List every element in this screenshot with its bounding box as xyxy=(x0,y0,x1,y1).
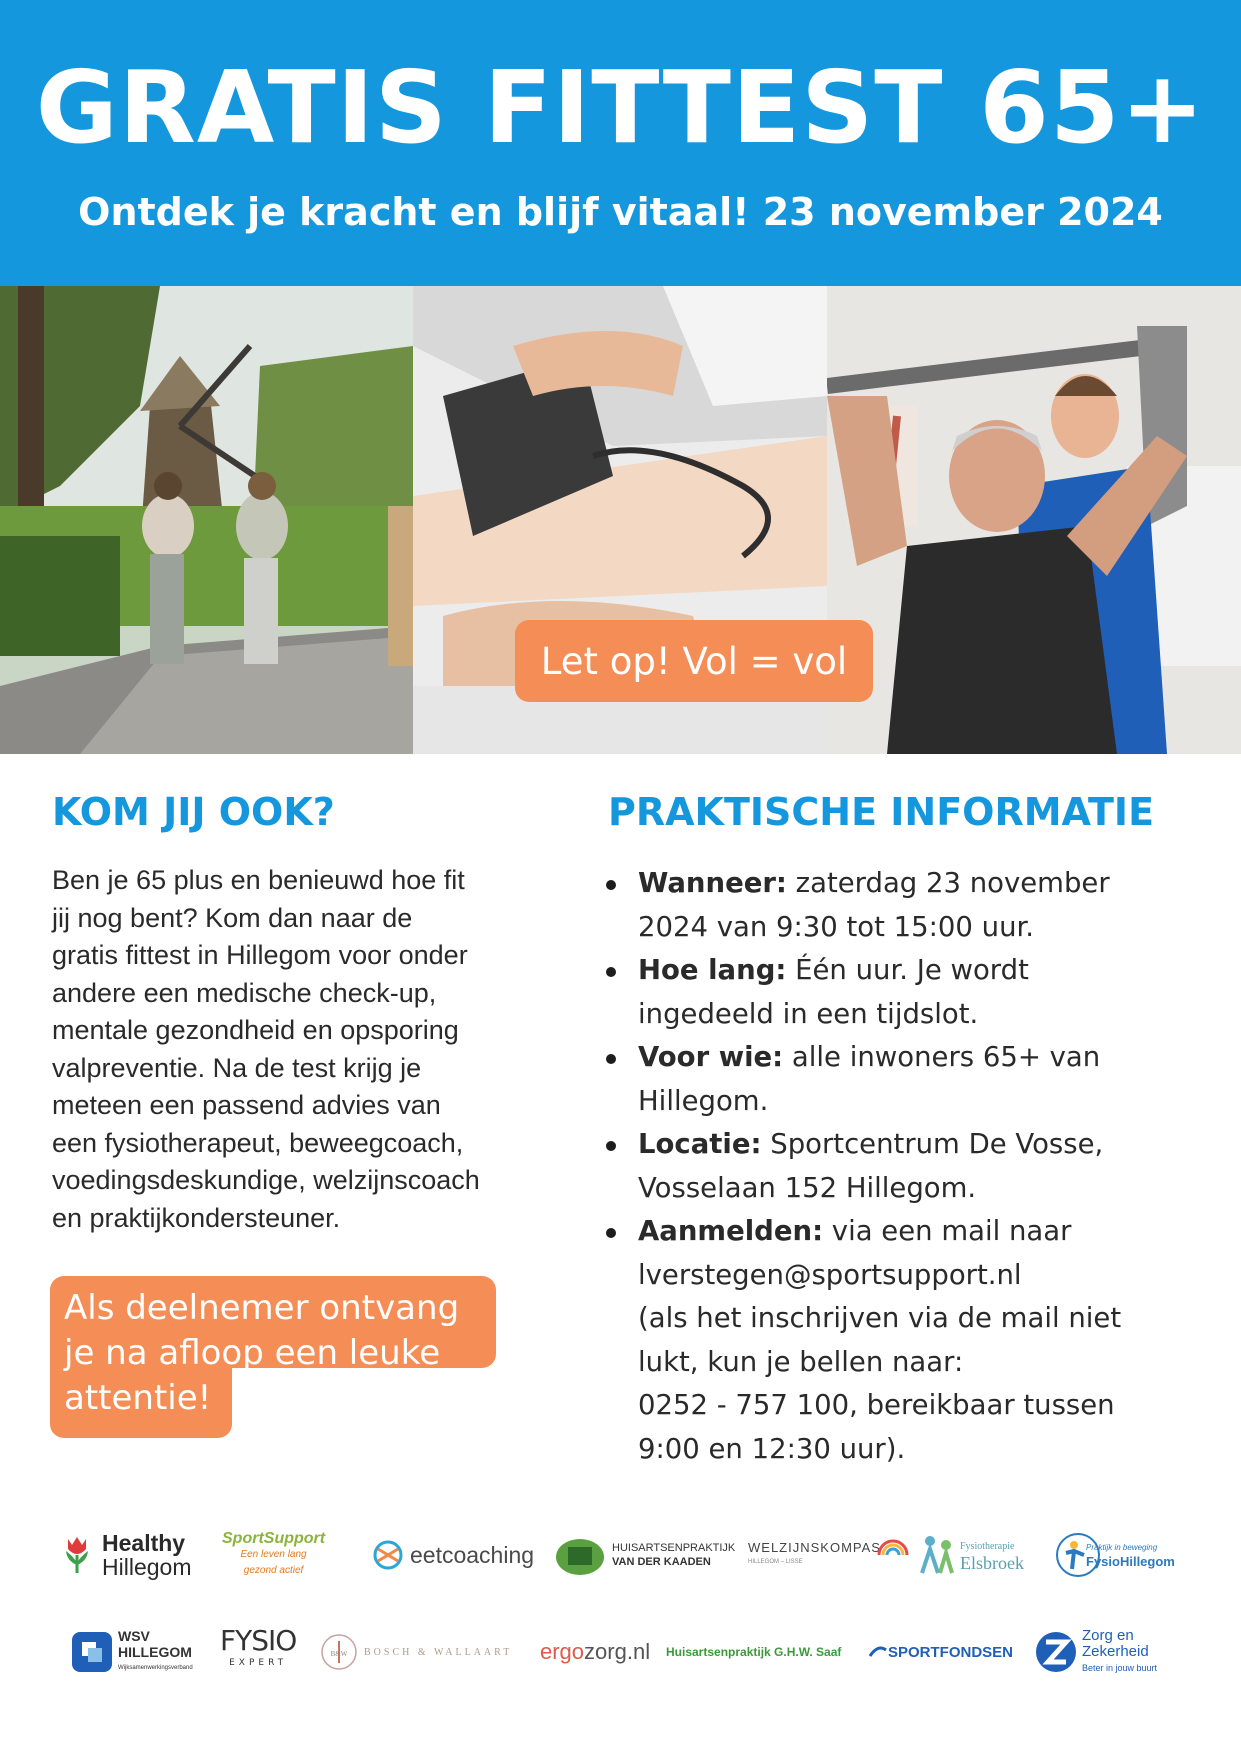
rainbow-icon xyxy=(875,1525,911,1561)
bag-icon xyxy=(554,1533,606,1577)
item-text: ingedeeld in een tijdslot. xyxy=(638,997,979,1030)
intro-line: een fysiotherapeut, beweegcoach, xyxy=(52,1127,464,1158)
sponsor-logos-row-2 xyxy=(0,1612,1241,1692)
fysiohillegom-logo xyxy=(1054,1515,1184,1595)
logo-text: Huisartsenpraktijk G.H.W. Saaf xyxy=(666,1645,842,1659)
intro-line: andere een medische check-up, xyxy=(52,977,437,1008)
logo-text: HILLEGOM xyxy=(118,1644,192,1660)
intro-line: jij nog bent? Kom dan naar de xyxy=(52,902,413,933)
practical-info-list xyxy=(606,862,1206,1471)
intro-text xyxy=(52,862,572,1237)
intro-line: voedingsdeskundige, welzijnscoach xyxy=(52,1165,480,1195)
item-text: Hillegom. xyxy=(638,1084,769,1117)
logo-text: Elsbroek xyxy=(960,1553,1024,1573)
logo-text: HUISARTSENPRAKTIJK xyxy=(612,1542,736,1554)
eetcoaching-logo xyxy=(372,1515,535,1595)
sportfondsen-logo xyxy=(868,1612,1018,1692)
intro-line: valpreventie. Na de test krijg je xyxy=(52,1052,422,1083)
left-heading: KOM JIJ OOK? xyxy=(52,790,335,834)
page-title: GRATIS FITTEST 65+ xyxy=(35,49,1206,166)
item-label: Locatie: xyxy=(638,1128,762,1160)
bosch-wallaart-icon xyxy=(320,1633,358,1671)
list-item xyxy=(606,1210,1206,1471)
item-text: zaterdag 23 november xyxy=(786,867,1110,899)
item-text: Sportcentrum De Vosse, xyxy=(761,1128,1104,1160)
logo-text: Hillegom xyxy=(102,1554,192,1580)
windmill-walkers-photo xyxy=(0,286,413,754)
page-subtitle: Ontdek je kracht en blijf vitaal! 23 november 2024 xyxy=(78,190,1163,234)
logo-text: Praktijk in beweging xyxy=(1086,1543,1158,1552)
item-text: Vosselaan 152 Hillegom. xyxy=(638,1171,977,1204)
logo-text: ergo xyxy=(540,1639,585,1664)
saaf-logo xyxy=(666,1612,856,1692)
logo-text: B&W xyxy=(330,1650,348,1658)
logo-text: Beter in jouw buurt xyxy=(1082,1663,1158,1673)
logo-text: HILLEGOM – LISSE xyxy=(748,1559,803,1565)
tulip-icon xyxy=(62,1533,92,1577)
item-text: Één uur. Je wordt xyxy=(786,954,1029,986)
logo-text: VAN DER KAADEN xyxy=(612,1556,711,1568)
logo-text: Zorg en xyxy=(1082,1627,1134,1644)
sportsupport-logo xyxy=(222,1515,352,1595)
right-heading: PRAKTISCHE INFORMATIE xyxy=(608,790,1155,834)
list-item xyxy=(606,949,1206,1036)
logo-text: BOSCH & WALLAART xyxy=(364,1646,513,1658)
van-der-kaaden-logo xyxy=(554,1515,736,1595)
item-label: Hoe lang: xyxy=(638,954,787,986)
item-text: 9:00 en 12:30 uur). xyxy=(638,1432,906,1465)
item-text: lukt, kun je bellen naar: xyxy=(638,1345,964,1378)
logo-text: FysioHillegom xyxy=(1086,1554,1175,1569)
logo-text: SPORTFONDSEN xyxy=(888,1643,1014,1661)
list-item xyxy=(606,1123,1206,1210)
ergozorg-logo xyxy=(540,1612,660,1692)
logo-text: SportSupport xyxy=(222,1530,326,1547)
item-text: via een mail naar xyxy=(823,1215,1072,1247)
logo-text: FYSIO xyxy=(220,1624,297,1657)
wsv-icon xyxy=(70,1630,114,1674)
header-banner xyxy=(0,0,1241,286)
figures-icon xyxy=(918,1533,956,1577)
logo-text: gezond actief xyxy=(243,1565,304,1576)
email-link[interactable]: lverstegen@sportsupport.nl xyxy=(638,1258,1022,1291)
healthy-hillegom-logo xyxy=(62,1515,212,1595)
logo-text: EXPERT xyxy=(229,1658,288,1668)
logo-text: Wijksamenwerkingsverband xyxy=(118,1665,193,1671)
list-item xyxy=(606,862,1206,949)
intro-line: gratis fittest in Hillegom voor onder xyxy=(52,940,468,970)
intro-line: meteen een passend advies van xyxy=(52,1090,441,1120)
bosch-wallaart-logo xyxy=(320,1612,530,1692)
swoosh-icon xyxy=(868,1642,888,1662)
wsv-hillegom-logo xyxy=(70,1612,210,1692)
welzijnskompas-logo xyxy=(748,1515,898,1595)
phone-text: 0252 - 757 100, bereikbaar tussen xyxy=(638,1389,1115,1421)
logo-text: Fysiotherapie xyxy=(960,1541,1015,1552)
item-text: (als het inschrijven via de mail niet xyxy=(638,1302,1122,1334)
logo-text: zorg xyxy=(584,1639,627,1664)
logo-text: Zekerheid xyxy=(1082,1643,1149,1660)
item-label: Wanneer: xyxy=(638,867,787,899)
cta-line: attentie! xyxy=(64,1378,212,1418)
zorg-en-zekerheid-logo xyxy=(1034,1612,1184,1692)
logo-text: Healthy xyxy=(102,1530,186,1556)
item-text: 2024 van 9:30 tot 15:00 uur. xyxy=(638,910,1035,943)
fysio-expert-logo xyxy=(220,1612,310,1692)
logo-text: WELZIJNSKOMPAS xyxy=(748,1540,881,1555)
cta-line: Als deelnemer ontvang xyxy=(64,1288,460,1328)
eetcoaching-icon xyxy=(372,1539,404,1571)
intro-line: en praktijkondersteuner. xyxy=(52,1202,341,1233)
logo-text: WSV xyxy=(118,1628,150,1644)
elsbroek-logo xyxy=(918,1515,1038,1595)
item-label: Voor wie: xyxy=(638,1041,784,1073)
item-text: alle inwoners 65+ van xyxy=(783,1041,1101,1073)
zorg-z-icon xyxy=(1034,1628,1078,1676)
resistance-band-exercise-photo xyxy=(827,286,1241,754)
logo-text: .nl xyxy=(626,1639,651,1664)
item-label: Aanmelden: xyxy=(638,1215,824,1247)
logo-text: eetcoaching xyxy=(410,1541,535,1568)
list-item xyxy=(606,1036,1206,1123)
sponsor-logos-row-1 xyxy=(0,1515,1241,1595)
intro-line: Ben je 65 plus en benieuwd hoe fit xyxy=(52,865,465,895)
full-is-full-badge: Let op! Vol = vol xyxy=(515,620,873,702)
participant-gift-callout xyxy=(64,1286,534,1421)
intro-line: mentale gezondheid en opsporing xyxy=(52,1015,459,1045)
cta-line: je na afloop een leuke xyxy=(64,1333,441,1373)
logo-text: Een leven lang xyxy=(240,1549,307,1560)
